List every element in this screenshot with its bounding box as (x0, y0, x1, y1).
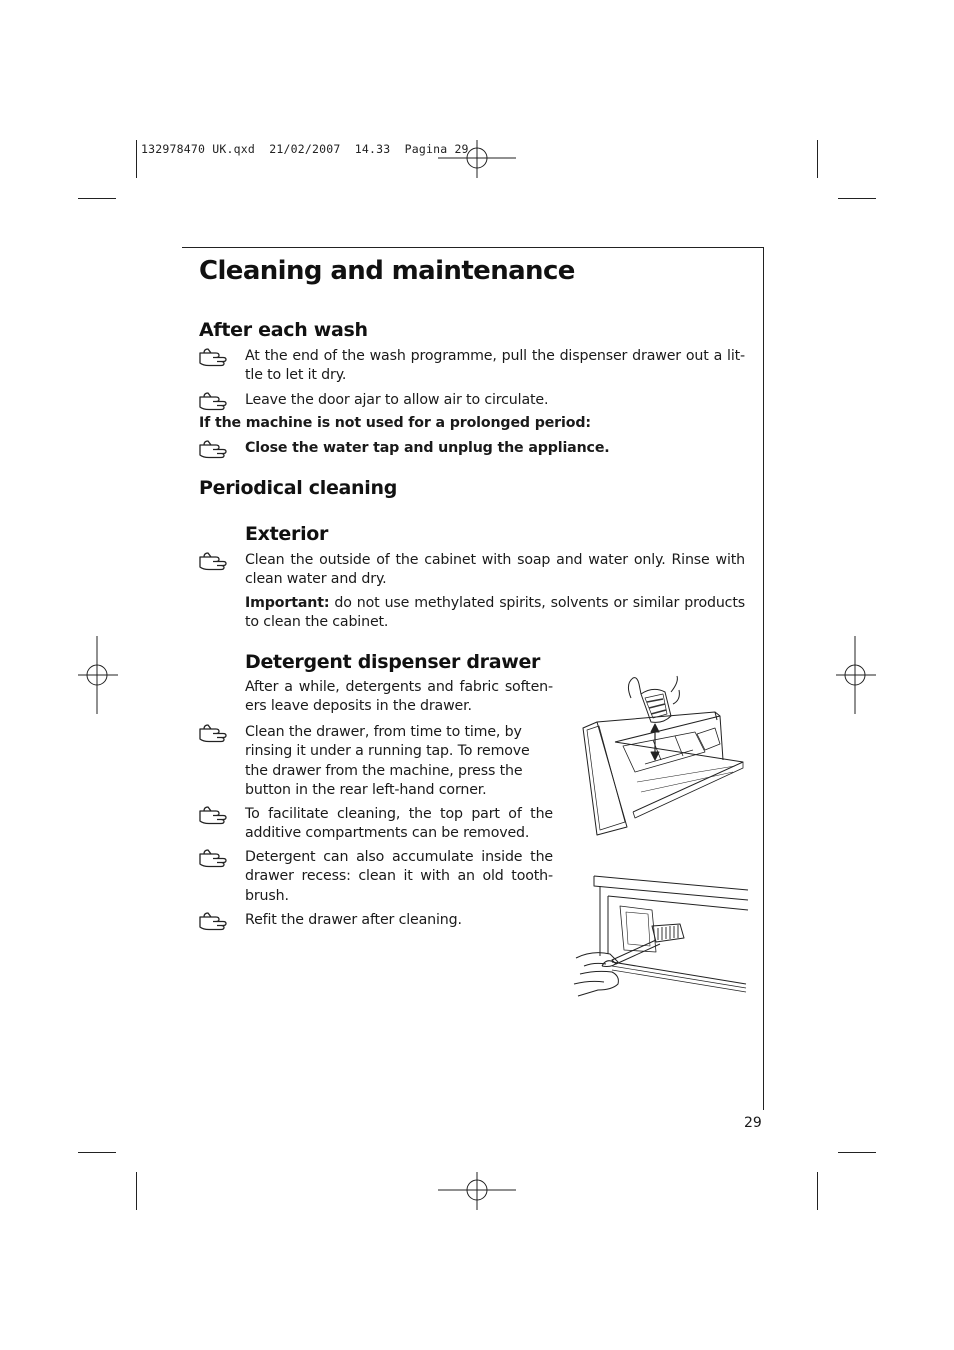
crop-mark (78, 198, 116, 199)
drawer-intro: After a while, detergents and fabric soften-ers leave deposits in the drawer. (245, 679, 553, 715)
after-wash-item-1: At the end of the wash programme, pull the dispenser drawer out a lit-tle to let it dry. (245, 348, 745, 384)
drawer-item-4: Refit the drawer after cleaning. (245, 912, 462, 928)
print-slug: 132978470 UK.qxd 21/02/2007 14.33 Pagina 29 (141, 142, 469, 156)
pointing-hand-icon (199, 347, 231, 367)
important-text: do not use methylated spirits, solvents or similar products to clean the cabinet. (245, 595, 745, 631)
pointing-hand-icon (199, 391, 231, 411)
registration-mark-icon (78, 636, 118, 714)
crop-mark (817, 140, 818, 178)
crop-mark (838, 1152, 876, 1153)
drawer-recess-toothbrush-illustration (572, 866, 750, 1006)
drawer-item-1: Clean the drawer, from time to time, by rinsing it under a running tap. To remove the drawer from the machine, press the button in the rear left-hand corner. (245, 724, 530, 798)
prolonged-period-item: Close the water tap and unplug the appliance. (245, 440, 610, 456)
subheading-exterior: Exterior (245, 523, 329, 545)
exterior-item: Clean the outside of the cabinet with soap and water only. Rinse with clean water and dry. (245, 552, 745, 588)
prolonged-period-label: If the machine is not used for a prolonged period: (199, 415, 591, 431)
pointing-hand-icon (199, 848, 231, 868)
drawer-item-2: To facilitate cleaning, the top part of the additive compartments can be removed. (245, 806, 553, 842)
registration-mark-icon (438, 1172, 516, 1210)
exterior-important-note (245, 594, 745, 633)
section-heading-periodical: Periodical cleaning (199, 477, 398, 499)
drawer-item-3: Detergent can also accumulate inside the drawer recess: clean it with an old tooth-brush. (245, 849, 553, 904)
crop-mark (78, 1152, 116, 1153)
important-label: Important: (245, 595, 330, 611)
frame-top-rule (182, 247, 764, 248)
subheading-detergent-drawer: Detergent dispenser drawer (245, 651, 541, 673)
frame-right-rule (763, 247, 764, 1110)
crop-mark (136, 140, 137, 178)
dispenser-drawer-illustration (575, 672, 750, 840)
after-wash-item-2: Leave the door ajar to allow air to circulate. (245, 392, 549, 408)
pointing-hand-icon (199, 723, 231, 743)
crop-mark (817, 1172, 818, 1210)
section-heading-after-wash: After each wash (199, 319, 368, 341)
pointing-hand-icon (199, 911, 231, 931)
crop-mark (136, 1172, 137, 1210)
page-number: 29 (744, 1115, 762, 1131)
page-title: Cleaning and maintenance (199, 256, 575, 286)
pointing-hand-icon (199, 551, 231, 571)
pointing-hand-icon (199, 439, 231, 459)
registration-mark-icon (836, 636, 876, 714)
pointing-hand-icon (199, 805, 231, 825)
crop-mark (838, 198, 876, 199)
